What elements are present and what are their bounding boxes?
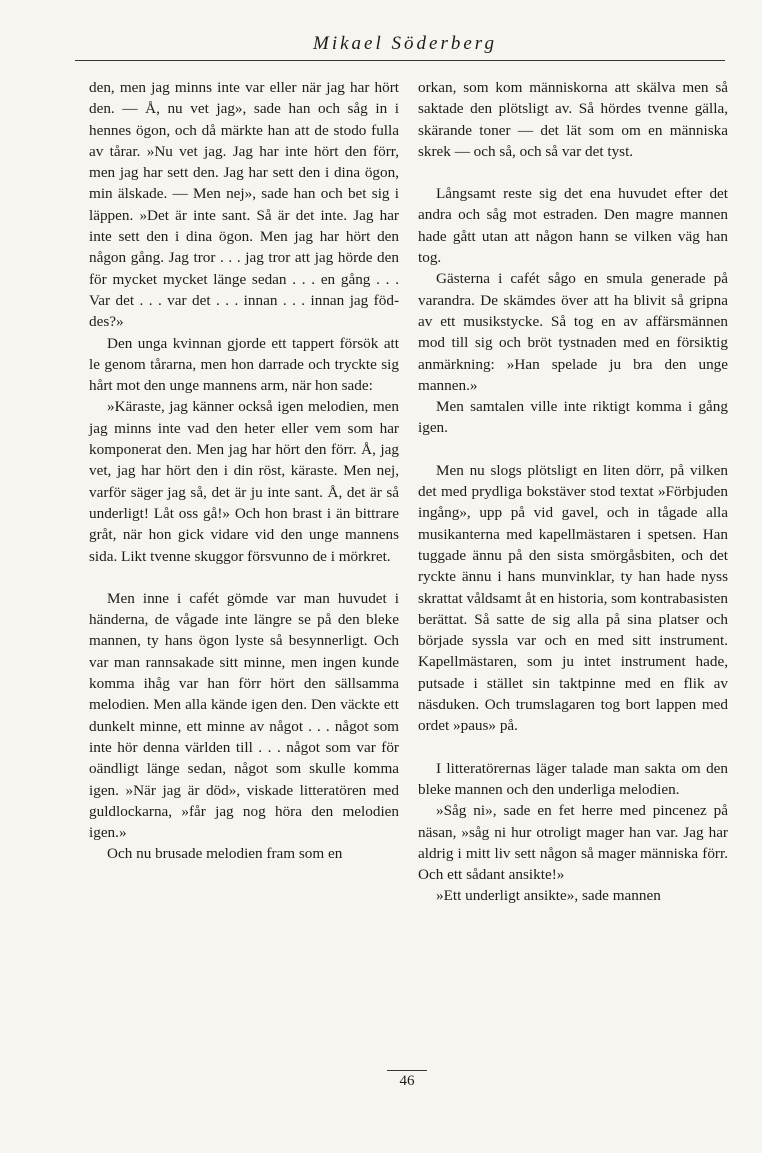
running-header-title: Mikael Söderberg — [313, 33, 497, 54]
right-text-column — [418, 77, 728, 907]
paragraph: den, men jag minns inte var eller när jag har hört den. — Å, nu vet jag», sade han och såg in i hennes ögon, och då märkte han att de stodo fulla av tårar. »Nu vet jag. Jag har inte hört den förr, men jag har sett den. Jag har sett den i dina ögon, min älskade. — Men nej», sade han och bet sig i läppen. »Det är inte sant. Så är det inte. Jag har inte sett den i dina ögon. Men jag har hört den någon gång. Jag tror . . . jag tror att jag hörde den för mycket mycket länge sedan . . . en gång . . . Var det . . . var det . . . innan . . . innan jag föddes?» — [89, 79, 399, 331]
header-rule — [75, 60, 725, 61]
paragraph: orkan, som kom människorna att skälva men så saktade den plötsligt av. Så hördes tvenne gälla, skärande toner — det lät som om en människa skrek — och så, och så var det tyst. — [418, 79, 728, 160]
paragraph: »Ett underligt ansikte», sade mannen — [436, 887, 661, 905]
paragraph: Långsamt reste sig det ena huvudet efter det andra och såg mot estraden. Den magre mannen hade gått utan att någon hann se vilken väg han tog. — [418, 185, 728, 267]
paragraph: »Såg ni», sade en fet herre med pincenez på näsan, »såg ni hur otroligt mager han var. Jag har aldrig i mitt liv sett någon så mager människa förr. Och ett sådant ansikte!» — [418, 802, 728, 884]
paragraph: Gästerna i cafét sågo en smula generade på varandra. De skämdes över att ha blivit så gripna av ett musikstycke. Så tog en av affärsmännen mod till sig och bröt tystnaden med en försiktig anmärkning: »Han spelade ju bra den unge mannen.» — [418, 270, 728, 394]
paragraph: Men samtalen ville inte riktigt komma i gång igen. — [418, 398, 728, 437]
section-break — [418, 439, 728, 460]
paragraph: Men nu slogs plötsligt en liten dörr, på vilken det med prydliga bokstäver stod textat »Förbjuden ingång», upp på vid gavel, och in tågade alla musikanterna med kapellmästaren i spetsen. Han tuggade ännu på den sista smörgåsbiten, och det ryckte ännu i hans munvinklar, ty han hade nyss skrattat våldsamt åt en historia, som kontrabasisten berättat. Så satte de sig alla på sina platser och började syssla var och en med sitt instrument. Kapellmästaren, som ju intet instrument hade, putsade i stället sin taktpinne med en flik av näsduken. Och trumslagaren tog bort lappen med ordet »paus» på. — [418, 461, 729, 735]
paragraph: Men inne i cafét gömde var man huvudet i händerna, de vågade inte längre se på den bleke mannen, ty hans ögon lyste så besynnerligt. Och var man rannsakade sitt minne, men ingen kunde komma ihåg var han förr hört den sällsamma melodien. Men alla kände igen den. Den väckte ett dunkelt minne, ett minne av något . . . något som inte hör denna världen till . . . något som var för oändligt länge sedan, något som skulle komma igen. »När jag är död», viskade litteratören med guldlockarna, »får jag nog höra den melodien igen.» — [89, 589, 399, 842]
paragraph: »Käraste, jag känner också igen melodien, men jag minns inte vad den heter eller vem som har komponerat den. Men jag har hört den förr. Å, jag vet, jag har hört den i din röst, käraste. Men nej, varför säger jag så, det är ju inte sant. Å, det är så underligt! Låt oss gå!» Och hon brast i än bittrare gråt, när hon gick vidare vid den unge mannens sida. Likt tvenne skuggor försvunno de i mörkret. — [89, 398, 399, 565]
section-break — [89, 567, 399, 588]
paragraph: I litteratörernas läger talade man sakta om den bleke mannen och den underliga melodien. — [418, 759, 728, 798]
section-break — [418, 737, 728, 758]
paragraph: Och nu brusade melodien fram som en — [107, 845, 343, 863]
paragraph: Den unga kvinnan gjorde ett tappert försök att le genom tårarna, men hon darrade och tryckte sig hårt mot den unge mannens arm, när hon sade: — [89, 334, 399, 395]
section-break — [418, 162, 728, 183]
left-text-column — [89, 77, 399, 865]
page-number: 46 — [387, 1070, 427, 1090]
